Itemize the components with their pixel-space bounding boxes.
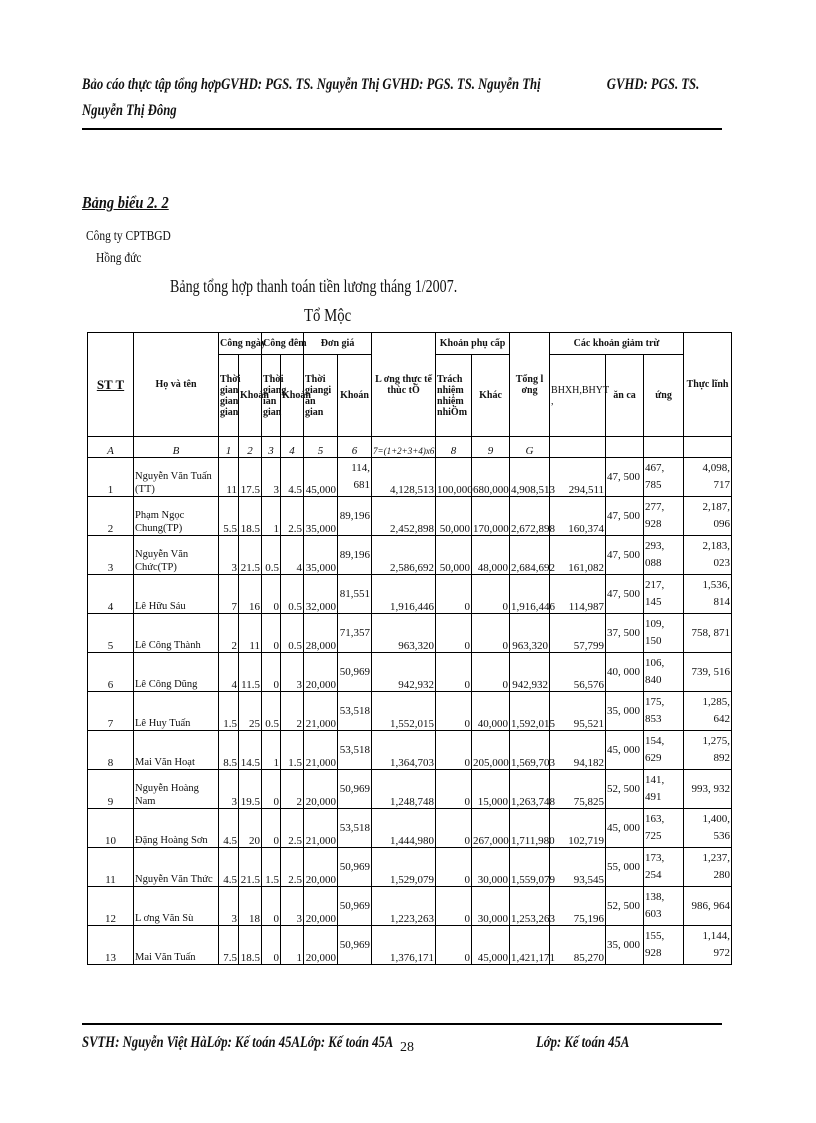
index-cell	[606, 437, 644, 458]
cell-ung: 109, 150	[644, 614, 684, 653]
table-row	[88, 575, 732, 614]
cell-thuc-linh: 1,285, 642	[684, 692, 732, 731]
cell-tong-luong: 4,908,513	[510, 458, 550, 497]
cell-stt: 3	[88, 536, 134, 575]
header-giam-tru: Các khoản giảm trừ	[550, 333, 684, 355]
cell-thuc-linh: 1,237, 280	[684, 848, 732, 887]
cell-an-ca: 35, 000	[606, 926, 644, 965]
table-caption: Bảng biểu 2. 2	[82, 193, 169, 212]
cell-don-gia-thoi-gian: 20,000	[304, 926, 338, 965]
cell-name: Phạm Ngọc Chung(TP)	[134, 497, 219, 536]
cell-an-ca: 40, 000	[606, 653, 644, 692]
cell-thoi-gian-dem: 1	[262, 731, 281, 770]
cell-stt: 13	[88, 926, 134, 965]
cell-don-gia-thoi-gian: 21,000	[304, 731, 338, 770]
cell-stt: 6	[88, 653, 134, 692]
cell-khoan-dem: 1.5	[281, 731, 304, 770]
cell-khoan-ngay: 16	[239, 575, 262, 614]
cell-thuc-linh: 1,275, 892	[684, 731, 732, 770]
table-row	[88, 809, 732, 848]
cell-don-gia-thoi-gian: 35,000	[304, 536, 338, 575]
header-thoi-gian-dem: Thời giang ian gian	[262, 355, 281, 437]
cell-stt: 11	[88, 848, 134, 887]
cell-luong-thuc-te: 1,223,263	[372, 887, 436, 926]
cell-luong-thuc-te: 2,586,692	[372, 536, 436, 575]
company-branch: Hồng đức	[96, 251, 142, 266]
cell-an-ca: 52, 500	[606, 887, 644, 926]
cell-bhxh: 114,987	[550, 575, 606, 614]
cell-bhxh: 75,825	[550, 770, 606, 809]
cell-name: Đặng Hoàng Sơn	[134, 809, 219, 848]
cell-khoan-ngay: 20	[239, 809, 262, 848]
cell-khoan-dem: 0.5	[281, 575, 304, 614]
cell-don-gia-khoan: 53,518	[338, 692, 372, 731]
cell-don-gia-thoi-gian: 21,000	[304, 809, 338, 848]
cell-trach-nhiem: 100,000	[436, 458, 472, 497]
cell-name: Nguyễn Văn Thức	[134, 848, 219, 887]
index-cell: 4	[281, 437, 304, 458]
cell-khac: 205,000	[472, 731, 510, 770]
cell-stt: 2	[88, 497, 134, 536]
cell-stt: 10	[88, 809, 134, 848]
payroll-table	[87, 332, 732, 965]
cell-bhxh: 161,082	[550, 536, 606, 575]
cell-name: Mai Văn Tuấn	[134, 926, 219, 965]
header-left: Bảo cáo thực tập tổng hợpGVHD: PGS. TS. Nguyễn Thị GVHD: PGS. TS. Nguyễn Thị	[82, 76, 541, 93]
cell-khac: 170,000	[472, 497, 510, 536]
table-row	[88, 458, 732, 497]
table-row	[88, 653, 732, 692]
header-thoi-gian-don-gia: Thời giangi an gian	[304, 355, 338, 437]
index-cell: B	[134, 437, 219, 458]
cell-bhxh: 102,719	[550, 809, 606, 848]
index-cell	[550, 437, 606, 458]
cell-thoi-gian-ngay: 11	[219, 458, 239, 497]
cell-luong-thuc-te: 942,932	[372, 653, 436, 692]
cell-thuc-linh: 986, 964	[684, 887, 732, 926]
cell-thoi-gian-ngay: 7	[219, 575, 239, 614]
cell-thoi-gian-dem: 1.5	[262, 848, 281, 887]
cell-thuc-linh: 4,098, 717	[684, 458, 732, 497]
cell-bhxh: 160,374	[550, 497, 606, 536]
cell-khoan-ngay: 21.5	[239, 536, 262, 575]
cell-thoi-gian-ngay: 8.5	[219, 731, 239, 770]
cell-name: Lê Công Thành	[134, 614, 219, 653]
cell-thoi-gian-dem: 0	[262, 926, 281, 965]
cell-thoi-gian-dem: 0.5	[262, 692, 281, 731]
table-row	[88, 731, 732, 770]
cell-khoan-dem: 1	[281, 926, 304, 965]
cell-ung: 277, 928	[644, 497, 684, 536]
cell-don-gia-thoi-gian: 20,000	[304, 848, 338, 887]
header-bhxh: BHXH,BHYT ,	[550, 355, 606, 437]
cell-khoan-ngay: 25	[239, 692, 262, 731]
cell-khoan-dem: 3	[281, 887, 304, 926]
company-name: Công ty CPTBGD	[86, 229, 171, 244]
cell-khoan-ngay: 11	[239, 614, 262, 653]
cell-khac: 30,000	[472, 887, 510, 926]
header-line2: Nguyễn Thị Đông	[82, 102, 177, 119]
cell-khoan-dem: 4	[281, 536, 304, 575]
index-cell: 6	[338, 437, 372, 458]
cell-tong-luong: 1,559,079	[510, 848, 550, 887]
cell-trach-nhiem: 0	[436, 653, 472, 692]
cell-tong-luong: 942,932	[510, 653, 550, 692]
cell-stt: 7	[88, 692, 134, 731]
index-cell: A	[88, 437, 134, 458]
cell-thoi-gian-ngay: 4	[219, 653, 239, 692]
header-stt: ST T	[88, 333, 134, 437]
header-khoan-phu-cap: Khoản phụ cấp	[436, 333, 510, 355]
cell-khoan-ngay: 19.5	[239, 770, 262, 809]
cell-thoi-gian-dem: 0	[262, 809, 281, 848]
cell-ung: 106, 840	[644, 653, 684, 692]
cell-trach-nhiem: 0	[436, 887, 472, 926]
header-luong-thuc-te: L ơng thực tế thùc tÕ	[372, 333, 436, 437]
cell-trach-nhiem: 0	[436, 848, 472, 887]
cell-tong-luong: 2,684,692	[510, 536, 550, 575]
cell-bhxh: 94,182	[550, 731, 606, 770]
cell-trach-nhiem: 0	[436, 731, 472, 770]
cell-thoi-gian-ngay: 3	[219, 536, 239, 575]
index-cell	[644, 437, 684, 458]
cell-bhxh: 57,799	[550, 614, 606, 653]
cell-khac: 0	[472, 653, 510, 692]
cell-an-ca: 45, 000	[606, 809, 644, 848]
cell-stt: 4	[88, 575, 134, 614]
cell-tong-luong: 1,916,446	[510, 575, 550, 614]
cell-don-gia-thoi-gian: 28,000	[304, 614, 338, 653]
cell-bhxh: 95,521	[550, 692, 606, 731]
cell-bhxh: 294,511	[550, 458, 606, 497]
header-cong-ngay: Công ngày	[219, 333, 262, 355]
cell-khoan-dem: 2.5	[281, 497, 304, 536]
header-right: GVHD: PGS. TS.	[606, 76, 700, 93]
cell-don-gia-khoan: 53,518	[338, 809, 372, 848]
header-khoan-don-gia: Khoán	[338, 355, 372, 437]
cell-thoi-gian-dem: 1	[262, 497, 281, 536]
cell-luong-thuc-te: 1,364,703	[372, 731, 436, 770]
cell-stt: 8	[88, 731, 134, 770]
table-row	[88, 614, 732, 653]
header-khac: Khác	[472, 355, 510, 437]
cell-khoan-ngay: 21.5	[239, 848, 262, 887]
cell-khac: 0	[472, 614, 510, 653]
cell-khac: 45,000	[472, 926, 510, 965]
cell-khoan-dem: 2.5	[281, 848, 304, 887]
cell-tong-luong: 1,592,015	[510, 692, 550, 731]
cell-luong-thuc-te: 1,376,171	[372, 926, 436, 965]
cell-trach-nhiem: 0	[436, 770, 472, 809]
cell-don-gia-khoan: 53,518	[338, 731, 372, 770]
cell-luong-thuc-te: 1,444,980	[372, 809, 436, 848]
cell-trach-nhiem: 0	[436, 809, 472, 848]
cell-thoi-gian-ngay: 4.5	[219, 809, 239, 848]
cell-khoan-ngay: 18.5	[239, 497, 262, 536]
cell-don-gia-khoan: 81,551	[338, 575, 372, 614]
cell-don-gia-khoan: 50,969	[338, 653, 372, 692]
cell-trach-nhiem: 50,000	[436, 536, 472, 575]
cell-bhxh: 75,196	[550, 887, 606, 926]
index-cell: 2	[239, 437, 262, 458]
cell-tong-luong: 963,320	[510, 614, 550, 653]
cell-name: Lê Công Dũng	[134, 653, 219, 692]
cell-khoan-dem: 0.5	[281, 614, 304, 653]
header-tong-luong: Tổng l ơng	[510, 333, 550, 437]
cell-ung: 163, 725	[644, 809, 684, 848]
cell-stt: 1	[88, 458, 134, 497]
cell-don-gia-khoan: 114, 681	[338, 458, 372, 497]
cell-luong-thuc-te: 4,128,513	[372, 458, 436, 497]
cell-khoan-ngay: 14.5	[239, 731, 262, 770]
table-row	[88, 692, 732, 731]
cell-thoi-gian-dem: 0	[262, 770, 281, 809]
cell-don-gia-thoi-gian: 35,000	[304, 497, 338, 536]
cell-an-ca: 55, 000	[606, 848, 644, 887]
cell-luong-thuc-te: 1,552,015	[372, 692, 436, 731]
cell-an-ca: 47, 500	[606, 575, 644, 614]
table-row	[88, 497, 732, 536]
cell-bhxh: 85,270	[550, 926, 606, 965]
header-don-gia: Đơn giá	[304, 333, 372, 355]
table-row	[88, 926, 732, 965]
cell-ung: 155, 928	[644, 926, 684, 965]
index-cell: 7=(1+2+3+4)x6	[372, 437, 436, 458]
cell-thuc-linh: 739, 516	[684, 653, 732, 692]
cell-khac: 15,000	[472, 770, 510, 809]
cell-don-gia-thoi-gian: 45,000	[304, 458, 338, 497]
cell-khac: 267,000	[472, 809, 510, 848]
cell-khoan-ngay: 18	[239, 887, 262, 926]
cell-thuc-linh: 1,400, 536	[684, 809, 732, 848]
cell-don-gia-khoan: 89,196	[338, 497, 372, 536]
table-row	[88, 848, 732, 887]
cell-don-gia-thoi-gian: 20,000	[304, 653, 338, 692]
cell-thoi-gian-dem: 0.5	[262, 536, 281, 575]
header-trach-nhiem: Trách nhiệm nhiệm nhiÖm	[436, 355, 472, 437]
page-number: 28	[400, 1040, 414, 1055]
cell-luong-thuc-te: 1,916,446	[372, 575, 436, 614]
cell-luong-thuc-te: 963,320	[372, 614, 436, 653]
cell-ung: 154, 629	[644, 731, 684, 770]
cell-luong-thuc-te: 2,452,898	[372, 497, 436, 536]
cell-thoi-gian-dem: 0	[262, 575, 281, 614]
footer-left: SVTH: Nguyễn Việt HàLớp: Kế toán 45ALớp: Kế toán 45A	[82, 1034, 394, 1051]
cell-khac: 40,000	[472, 692, 510, 731]
cell-an-ca: 35, 000	[606, 692, 644, 731]
cell-thoi-gian-ngay: 2	[219, 614, 239, 653]
cell-an-ca: 47, 500	[606, 536, 644, 575]
cell-trach-nhiem: 50,000	[436, 497, 472, 536]
cell-don-gia-khoan: 50,969	[338, 770, 372, 809]
cell-tong-luong: 1,569,703	[510, 731, 550, 770]
cell-khac: 0	[472, 575, 510, 614]
cell-khoan-ngay: 17.5	[239, 458, 262, 497]
cell-thoi-gian-ngay: 4.5	[219, 848, 239, 887]
cell-khoan-dem: 2.5	[281, 809, 304, 848]
cell-thoi-gian-ngay: 1.5	[219, 692, 239, 731]
cell-don-gia-thoi-gian: 32,000	[304, 575, 338, 614]
cell-don-gia-thoi-gian: 20,000	[304, 770, 338, 809]
cell-thoi-gian-dem: 0	[262, 887, 281, 926]
cell-trach-nhiem: 0	[436, 692, 472, 731]
table-body	[88, 458, 732, 965]
page-header	[82, 72, 700, 124]
header-ung: ứng	[644, 355, 684, 437]
cell-thoi-gian-dem: 3	[262, 458, 281, 497]
cell-name: Nguyễn Văn Chức(TP)	[134, 536, 219, 575]
cell-don-gia-thoi-gian: 21,000	[304, 692, 338, 731]
table-row	[88, 887, 732, 926]
cell-stt: 9	[88, 770, 134, 809]
cell-an-ca: 45, 000	[606, 731, 644, 770]
cell-khac: 30,000	[472, 848, 510, 887]
cell-don-gia-thoi-gian: 20,000	[304, 887, 338, 926]
cell-luong-thuc-te: 1,529,079	[372, 848, 436, 887]
index-cell: 5	[304, 437, 338, 458]
cell-tong-luong: 1,421,171	[510, 926, 550, 965]
cell-stt: 5	[88, 614, 134, 653]
header-divider	[82, 128, 722, 130]
cell-thuc-linh: 2,183, 023	[684, 536, 732, 575]
cell-thoi-gian-ngay: 5.5	[219, 497, 239, 536]
cell-thoi-gian-ngay: 3	[219, 770, 239, 809]
header-cong-dem: Công đêm	[262, 333, 304, 355]
cell-thoi-gian-dem: 0	[262, 653, 281, 692]
cell-don-gia-khoan: 89,196	[338, 536, 372, 575]
cell-tong-luong: 2,672,898	[510, 497, 550, 536]
cell-an-ca: 47, 500	[606, 458, 644, 497]
cell-khoan-dem: 3	[281, 653, 304, 692]
index-cell: 3	[262, 437, 281, 458]
cell-khoan-dem: 2	[281, 692, 304, 731]
cell-ung: 217, 145	[644, 575, 684, 614]
cell-ung: 138, 603	[644, 887, 684, 926]
cell-tong-luong: 1,263,748	[510, 770, 550, 809]
cell-name: Lê Huy Tuấn	[134, 692, 219, 731]
table-row	[88, 536, 732, 575]
cell-khac: 48,000	[472, 536, 510, 575]
index-cell: G	[510, 437, 550, 458]
cell-khoan-ngay: 11.5	[239, 653, 262, 692]
cell-ung: 175, 853	[644, 692, 684, 731]
cell-khoan-dem: 2	[281, 770, 304, 809]
cell-luong-thuc-te: 1,248,748	[372, 770, 436, 809]
document-title: Bảng tổng hợp thanh toán tiền lương tháng 1/2007.	[170, 276, 458, 296]
cell-ung: 173, 254	[644, 848, 684, 887]
cell-name: Mai Văn Hoạt	[134, 731, 219, 770]
index-row	[88, 437, 732, 458]
cell-bhxh: 56,576	[550, 653, 606, 692]
cell-ung: 293, 088	[644, 536, 684, 575]
cell-trach-nhiem: 0	[436, 926, 472, 965]
document-subtitle: Tổ Mộc	[304, 305, 352, 325]
cell-khac: 680,000	[472, 458, 510, 497]
cell-thoi-gian-dem: 0	[262, 614, 281, 653]
cell-don-gia-khoan: 50,969	[338, 848, 372, 887]
cell-tong-luong: 1,253,263	[510, 887, 550, 926]
cell-don-gia-khoan: 50,969	[338, 887, 372, 926]
cell-thoi-gian-ngay: 3	[219, 887, 239, 926]
cell-thuc-linh: 1,144, 972	[684, 926, 732, 965]
cell-ung: 141, 491	[644, 770, 684, 809]
index-cell: 8	[436, 437, 472, 458]
cell-trach-nhiem: 0	[436, 575, 472, 614]
footer-divider	[82, 1023, 722, 1025]
index-cell	[684, 437, 732, 458]
cell-an-ca: 37, 500	[606, 614, 644, 653]
cell-thuc-linh: 758, 871	[684, 614, 732, 653]
index-cell: 1	[219, 437, 239, 458]
cell-name: Nguyễn Văn Tuấn (TT)	[134, 458, 219, 497]
footer-right: Lớp: Kế toán 45A	[536, 1034, 630, 1051]
table-row	[88, 770, 732, 809]
cell-an-ca: 52, 500	[606, 770, 644, 809]
cell-name: Lê Hữu Sáu	[134, 575, 219, 614]
cell-bhxh: 93,545	[550, 848, 606, 887]
header-an-ca: ăn ca	[606, 355, 644, 437]
cell-ung: 467, 785	[644, 458, 684, 497]
cell-stt: 12	[88, 887, 134, 926]
cell-tong-luong: 1,711,980	[510, 809, 550, 848]
cell-khoan-ngay: 18.5	[239, 926, 262, 965]
cell-thuc-linh: 2,187, 096	[684, 497, 732, 536]
cell-thoi-gian-ngay: 7.5	[219, 926, 239, 965]
header-thuc-linh: Thực lĩnh	[684, 333, 732, 437]
cell-an-ca: 47, 500	[606, 497, 644, 536]
cell-trach-nhiem: 0	[436, 614, 472, 653]
header-khoan-ngay: Khoán	[239, 355, 262, 437]
index-cell: 9	[472, 437, 510, 458]
cell-don-gia-khoan: 71,357	[338, 614, 372, 653]
cell-name: L ơng Văn Sù	[134, 887, 219, 926]
cell-thuc-linh: 993, 932	[684, 770, 732, 809]
cell-don-gia-khoan: 50,969	[338, 926, 372, 965]
cell-name: Nguyễn Hoàng Nam	[134, 770, 219, 809]
header-thoi-gian-ngay: Thời gian gian gian	[219, 355, 239, 437]
cell-khoan-dem: 4.5	[281, 458, 304, 497]
header-khoan-dem: Khoán	[281, 355, 304, 437]
header-name: Họ và tên	[134, 333, 219, 437]
cell-thuc-linh: 1,536, 814	[684, 575, 732, 614]
